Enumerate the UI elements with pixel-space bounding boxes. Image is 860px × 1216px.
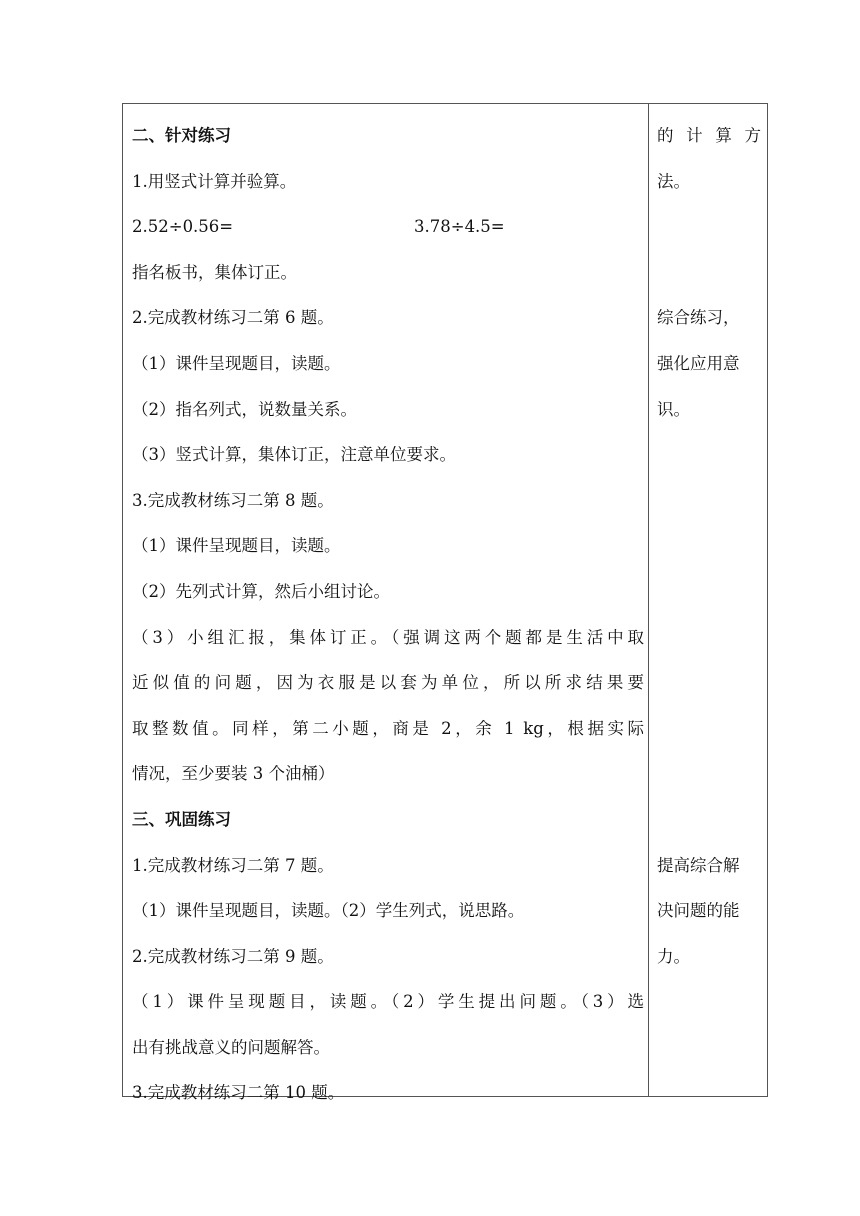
text-line: （1）课件呈现题目，读题。（2）学生列式，说思路。 <box>132 901 525 921</box>
side-spacer <box>657 204 761 250</box>
text-line: 1.完成教材练习二第 7 题。 <box>132 855 334 875</box>
text-line: 3.完成教材练习二第 10 题。 <box>132 1083 345 1103</box>
section-heading: 三、巩固练习 <box>132 809 231 829</box>
side-spacer <box>657 660 761 706</box>
expression: 3.78÷4.5= <box>414 217 505 237</box>
side-column <box>657 113 761 979</box>
side-note-line: 提高综合解 <box>657 855 740 875</box>
text-line: （2）指名列式，说数量关系。 <box>132 399 357 419</box>
expression: 2.52÷0.56= <box>132 217 234 237</box>
side-note-line: 综合练习， <box>657 308 740 328</box>
text-line: 2.完成教材练习二第 6 题。 <box>132 308 334 328</box>
side-note-line: 决问题的能 <box>657 901 740 921</box>
side-spacer <box>657 523 761 569</box>
main-column <box>132 113 644 1116</box>
lesson-table <box>122 103 768 1103</box>
expression-line <box>132 204 644 250</box>
side-spacer <box>657 432 761 478</box>
side-spacer <box>657 250 761 296</box>
side-spacer <box>657 478 761 524</box>
side-spacer <box>657 797 761 843</box>
text-line: （3）小组汇报，集体订正。（强调这两个题都是生活中取 <box>132 627 644 647</box>
side-note-line: 强化应用意 <box>657 353 740 373</box>
side-note-line: 的计算方 <box>657 126 761 145</box>
text-line: （3）竖式计算，集体订正，注意单位要求。 <box>132 445 456 465</box>
side-note-line: 力。 <box>657 946 690 966</box>
side-spacer <box>657 706 761 752</box>
text-line: 取整数值。同样，第二小题，商是 2，余 1 kg，根据实际 <box>132 718 644 738</box>
text-line: 出有挑战意义的问题解答。 <box>132 1037 330 1057</box>
text-line: 指名板书，集体订正。 <box>132 262 297 282</box>
text-line: （2）先列式计算，然后小组讨论。 <box>132 581 390 601</box>
text-line: 3.完成教材练习二第 8 题。 <box>132 490 334 510</box>
text-line: 情况，至少要装 3 个油桶） <box>132 764 335 784</box>
side-spacer <box>657 569 761 615</box>
side-spacer <box>657 751 761 797</box>
column-divider <box>648 104 649 1096</box>
side-note-line: 法。 <box>657 171 690 191</box>
text-line: 2.完成教材练习二第 9 题。 <box>132 946 334 966</box>
text-line: 近似值的问题，因为衣服是以套为单位，所以所求结果要 <box>132 673 644 693</box>
text-line: （1）课件呈现题目，读题。（2）学生提出问题。（3）选 <box>132 992 644 1012</box>
side-note-line: 识。 <box>657 399 690 419</box>
text-line: （1）课件呈现题目，读题。 <box>132 536 341 556</box>
text-line: 1.用竖式计算并验算。 <box>132 171 297 191</box>
side-spacer <box>657 615 761 661</box>
section-heading: 二、针对练习 <box>132 126 231 145</box>
text-line: （1）课件呈现题目，读题。 <box>132 353 341 373</box>
